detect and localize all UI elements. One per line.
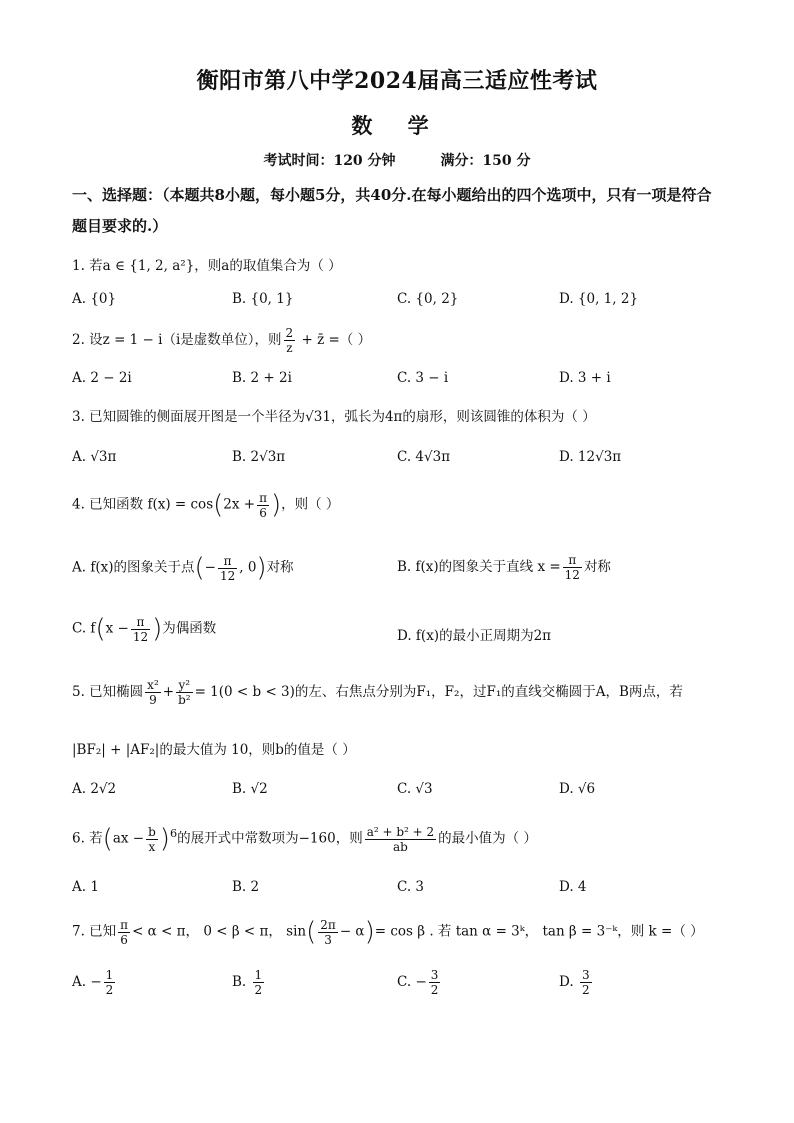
- exam-time: 考试时间：120 分钟: [263, 153, 396, 169]
- left-paren: (: [102, 824, 113, 854]
- question-2-fraction: [284, 326, 296, 355]
- fraction-denominator: x: [148, 839, 156, 854]
- fraction-denominator: 6: [259, 505, 267, 520]
- fraction-numerator: x²: [147, 678, 159, 692]
- section-heading: 一、选择题：（本题共8小题，每小题5分，共40分.在每小题给出的四个选项中，只有一项是符合题目要求的.）: [72, 186, 712, 235]
- question-5-option-d[interactable]: D. √6: [559, 781, 596, 797]
- question-5-prefix: 5. 已知椭圆: [72, 684, 144, 700]
- exam-meta: [0, 150, 794, 170]
- question-4-prefix: 4. 已知函数 f(x) = cos: [72, 496, 214, 513]
- fraction-numerator: 2: [285, 326, 294, 340]
- option-b-fraction: [563, 553, 582, 582]
- option-b-suffix: 对称: [583, 559, 611, 575]
- question-3-stem: 3. 已知圆锥的侧面展开图是一个半径为√31，弧长为4π的扇形，则该圆锥的体积为（ ）: [72, 409, 596, 425]
- option-fraction: [104, 968, 116, 997]
- fraction-denominator: ab: [393, 839, 408, 854]
- option-sign: −: [415, 974, 427, 990]
- question-6-exponent: 6: [169, 827, 178, 840]
- question-7-option-c[interactable]: [397, 968, 442, 997]
- fraction-denominator: 2: [254, 983, 263, 997]
- question-6-prefix: 6. 若: [72, 830, 103, 847]
- question-7-mid1: < α < π， 0 < β < π， sin: [132, 923, 307, 940]
- question-6-option-c[interactable]: C. 3: [397, 879, 425, 895]
- question-5-option-c[interactable]: C. √3: [397, 781, 433, 797]
- fraction-numerator: π: [131, 615, 150, 630]
- left-paren: (: [213, 490, 224, 520]
- option-fraction: [429, 968, 441, 997]
- option-sign: −: [90, 974, 102, 990]
- question-2-prefix: 2. 设z = 1 − i（i是虚数单位），则: [72, 332, 282, 348]
- question-5-fraction-x: [145, 678, 161, 707]
- question-5-option-a[interactable]: A. 2√2: [72, 781, 117, 797]
- option-b-prefix: B. f(x)的图象关于直线 x =: [397, 559, 561, 575]
- fraction-denominator: 12: [564, 568, 580, 582]
- fraction-numerator: π: [218, 554, 237, 569]
- question-1-option-a[interactable]: A. {0}: [72, 291, 117, 307]
- question-3-option-b[interactable]: B. 2√3π: [232, 449, 286, 465]
- question-5-mid: = 1(0 < b < 3)的左、右焦点分别为F₁，F₂，过F₁的直线交椭圆于A，B两点，若: [194, 684, 683, 700]
- fraction-numerator: 1: [254, 968, 263, 982]
- question-1-option-c[interactable]: C. {0, 2}: [397, 291, 459, 307]
- fraction-numerator: 3: [430, 968, 439, 982]
- option-fraction: [253, 968, 265, 997]
- question-1-option-d[interactable]: D. {0, 1, 2}: [559, 291, 639, 307]
- right-paren: ): [159, 824, 170, 854]
- question-5-stem: [72, 678, 683, 707]
- option-a-fraction: [218, 554, 237, 583]
- right-paren: ): [270, 490, 282, 520]
- question-7-option-b[interactable]: [232, 968, 266, 997]
- question-6-stem: [72, 824, 537, 854]
- question-7-option-a[interactable]: [72, 968, 117, 997]
- fraction-numerator: b: [148, 824, 156, 839]
- question-1-option-b[interactable]: B. {0, 1}: [232, 291, 294, 307]
- question-2-stem: [72, 326, 371, 355]
- option-c-suffix: 为偶函数: [162, 620, 217, 637]
- fraction-numerator: 1: [105, 968, 114, 982]
- question-6-inner: ax −: [112, 830, 145, 847]
- fraction-numerator: 2π: [320, 917, 336, 932]
- option-c-arg: x −: [105, 620, 129, 637]
- exam-score: 满分：150 分: [440, 153, 531, 169]
- question-4-option-d[interactable]: D. f(x)的最小正周期为2π: [397, 628, 552, 644]
- fraction-denominator: 12: [219, 568, 236, 583]
- question-2-option-d[interactable]: D. 3 + i: [559, 370, 611, 386]
- option-a-sign: −: [204, 559, 216, 576]
- option-fraction: [580, 968, 592, 997]
- fraction-denominator: 9: [149, 693, 157, 707]
- fraction-numerator: a² + b² + 2: [366, 824, 435, 839]
- option-c-fraction: [131, 615, 150, 644]
- question-4-arg: 2x +: [223, 496, 256, 513]
- fraction-denominator: 6: [120, 932, 128, 947]
- option-label: D.: [559, 974, 574, 990]
- left-paren: (: [95, 614, 106, 644]
- right-paren: ): [256, 553, 267, 583]
- question-6-fraction-target: [365, 825, 436, 854]
- question-6-suffix: 的最小值为（ ）: [438, 830, 537, 847]
- question-6-option-d[interactable]: D. 4: [559, 879, 587, 895]
- fraction-numerator: π: [120, 917, 129, 932]
- question-6-fraction-bx: [146, 825, 158, 854]
- question-4-option-c[interactable]: [72, 614, 216, 644]
- question-6-option-a[interactable]: A. 1: [72, 879, 99, 895]
- question-5-plus: +: [162, 684, 175, 700]
- question-2-option-a[interactable]: A. 2 − 2i: [72, 370, 132, 386]
- fraction-numerator: 3: [581, 968, 590, 982]
- question-3-option-c[interactable]: C. 4√3π: [397, 449, 451, 465]
- page-title: 衡阳市第八中学2024届高三适应性考试: [196, 68, 598, 94]
- fraction-numerator: π: [259, 490, 267, 505]
- question-2-option-b[interactable]: B. 2 + 2i: [232, 370, 292, 386]
- option-a-prefix: A. f(x)的图象关于点: [72, 559, 195, 576]
- right-paren: ): [152, 614, 163, 644]
- fraction-denominator: 12: [132, 629, 149, 644]
- fraction-denominator: 2: [430, 983, 439, 997]
- question-4-stem: [72, 490, 339, 520]
- question-3-option-a[interactable]: A. √3π: [72, 449, 117, 465]
- option-c-prefix: C. f: [72, 620, 96, 637]
- option-a-point: , 0: [239, 559, 257, 576]
- left-paren: (: [306, 917, 317, 947]
- question-7-fraction-b: [318, 918, 338, 947]
- option-label: B.: [232, 974, 247, 990]
- question-7-prefix: 7. 已知: [72, 923, 117, 940]
- question-3-option-d[interactable]: D. 12√3π: [559, 449, 622, 465]
- question-1-stem: 1. 若a ∈ {1, 2, a²}，则a的取值集合为（ ）: [72, 258, 342, 274]
- fraction-denominator: 2: [105, 983, 114, 997]
- question-4-suffix: ，则（ ）: [281, 496, 340, 513]
- fraction-numerator: π: [563, 553, 582, 568]
- right-paren: ): [364, 917, 375, 947]
- fraction-denominator: 2: [581, 983, 590, 997]
- fraction-denominator: b²: [178, 693, 191, 707]
- subject-heading: 数 学: [351, 113, 443, 138]
- question-7-mid2: − α: [339, 923, 365, 940]
- question-6-mid: 的展开式中常数项为−160，则: [177, 830, 363, 847]
- question-7-option-d[interactable]: [559, 968, 594, 997]
- left-paren: (: [194, 553, 205, 583]
- question-5-fraction-y: [176, 678, 193, 707]
- question-4-option-b[interactable]: [397, 553, 611, 582]
- option-a-suffix: 对称: [266, 559, 294, 576]
- fraction-numerator: y²: [176, 678, 193, 693]
- question-4-option-a[interactable]: [72, 553, 294, 583]
- question-5-option-b[interactable]: B. √2: [232, 781, 268, 797]
- fraction-denominator: z: [286, 341, 293, 355]
- question-7-suffix: = cos β . 若 tan α = 3ᵏ， tan β = 3⁻ᵏ，则 k =（ ）: [374, 923, 704, 940]
- option-label: A.: [72, 974, 87, 990]
- question-4-fraction: [257, 491, 269, 520]
- fraction-denominator: 3: [324, 932, 332, 947]
- question-2-option-c[interactable]: C. 3 − i: [397, 370, 449, 386]
- option-label: C.: [397, 974, 412, 990]
- question-7-fraction-a: [118, 918, 130, 947]
- question-7-stem: [72, 917, 704, 947]
- question-2-suffix: + z̄ =（ ）: [297, 332, 372, 348]
- question-6-option-b[interactable]: B. 2: [232, 879, 260, 895]
- question-5-line-2: |BF₂| + |AF₂|的最大值为 10，则b的值是（ ）: [72, 742, 356, 758]
